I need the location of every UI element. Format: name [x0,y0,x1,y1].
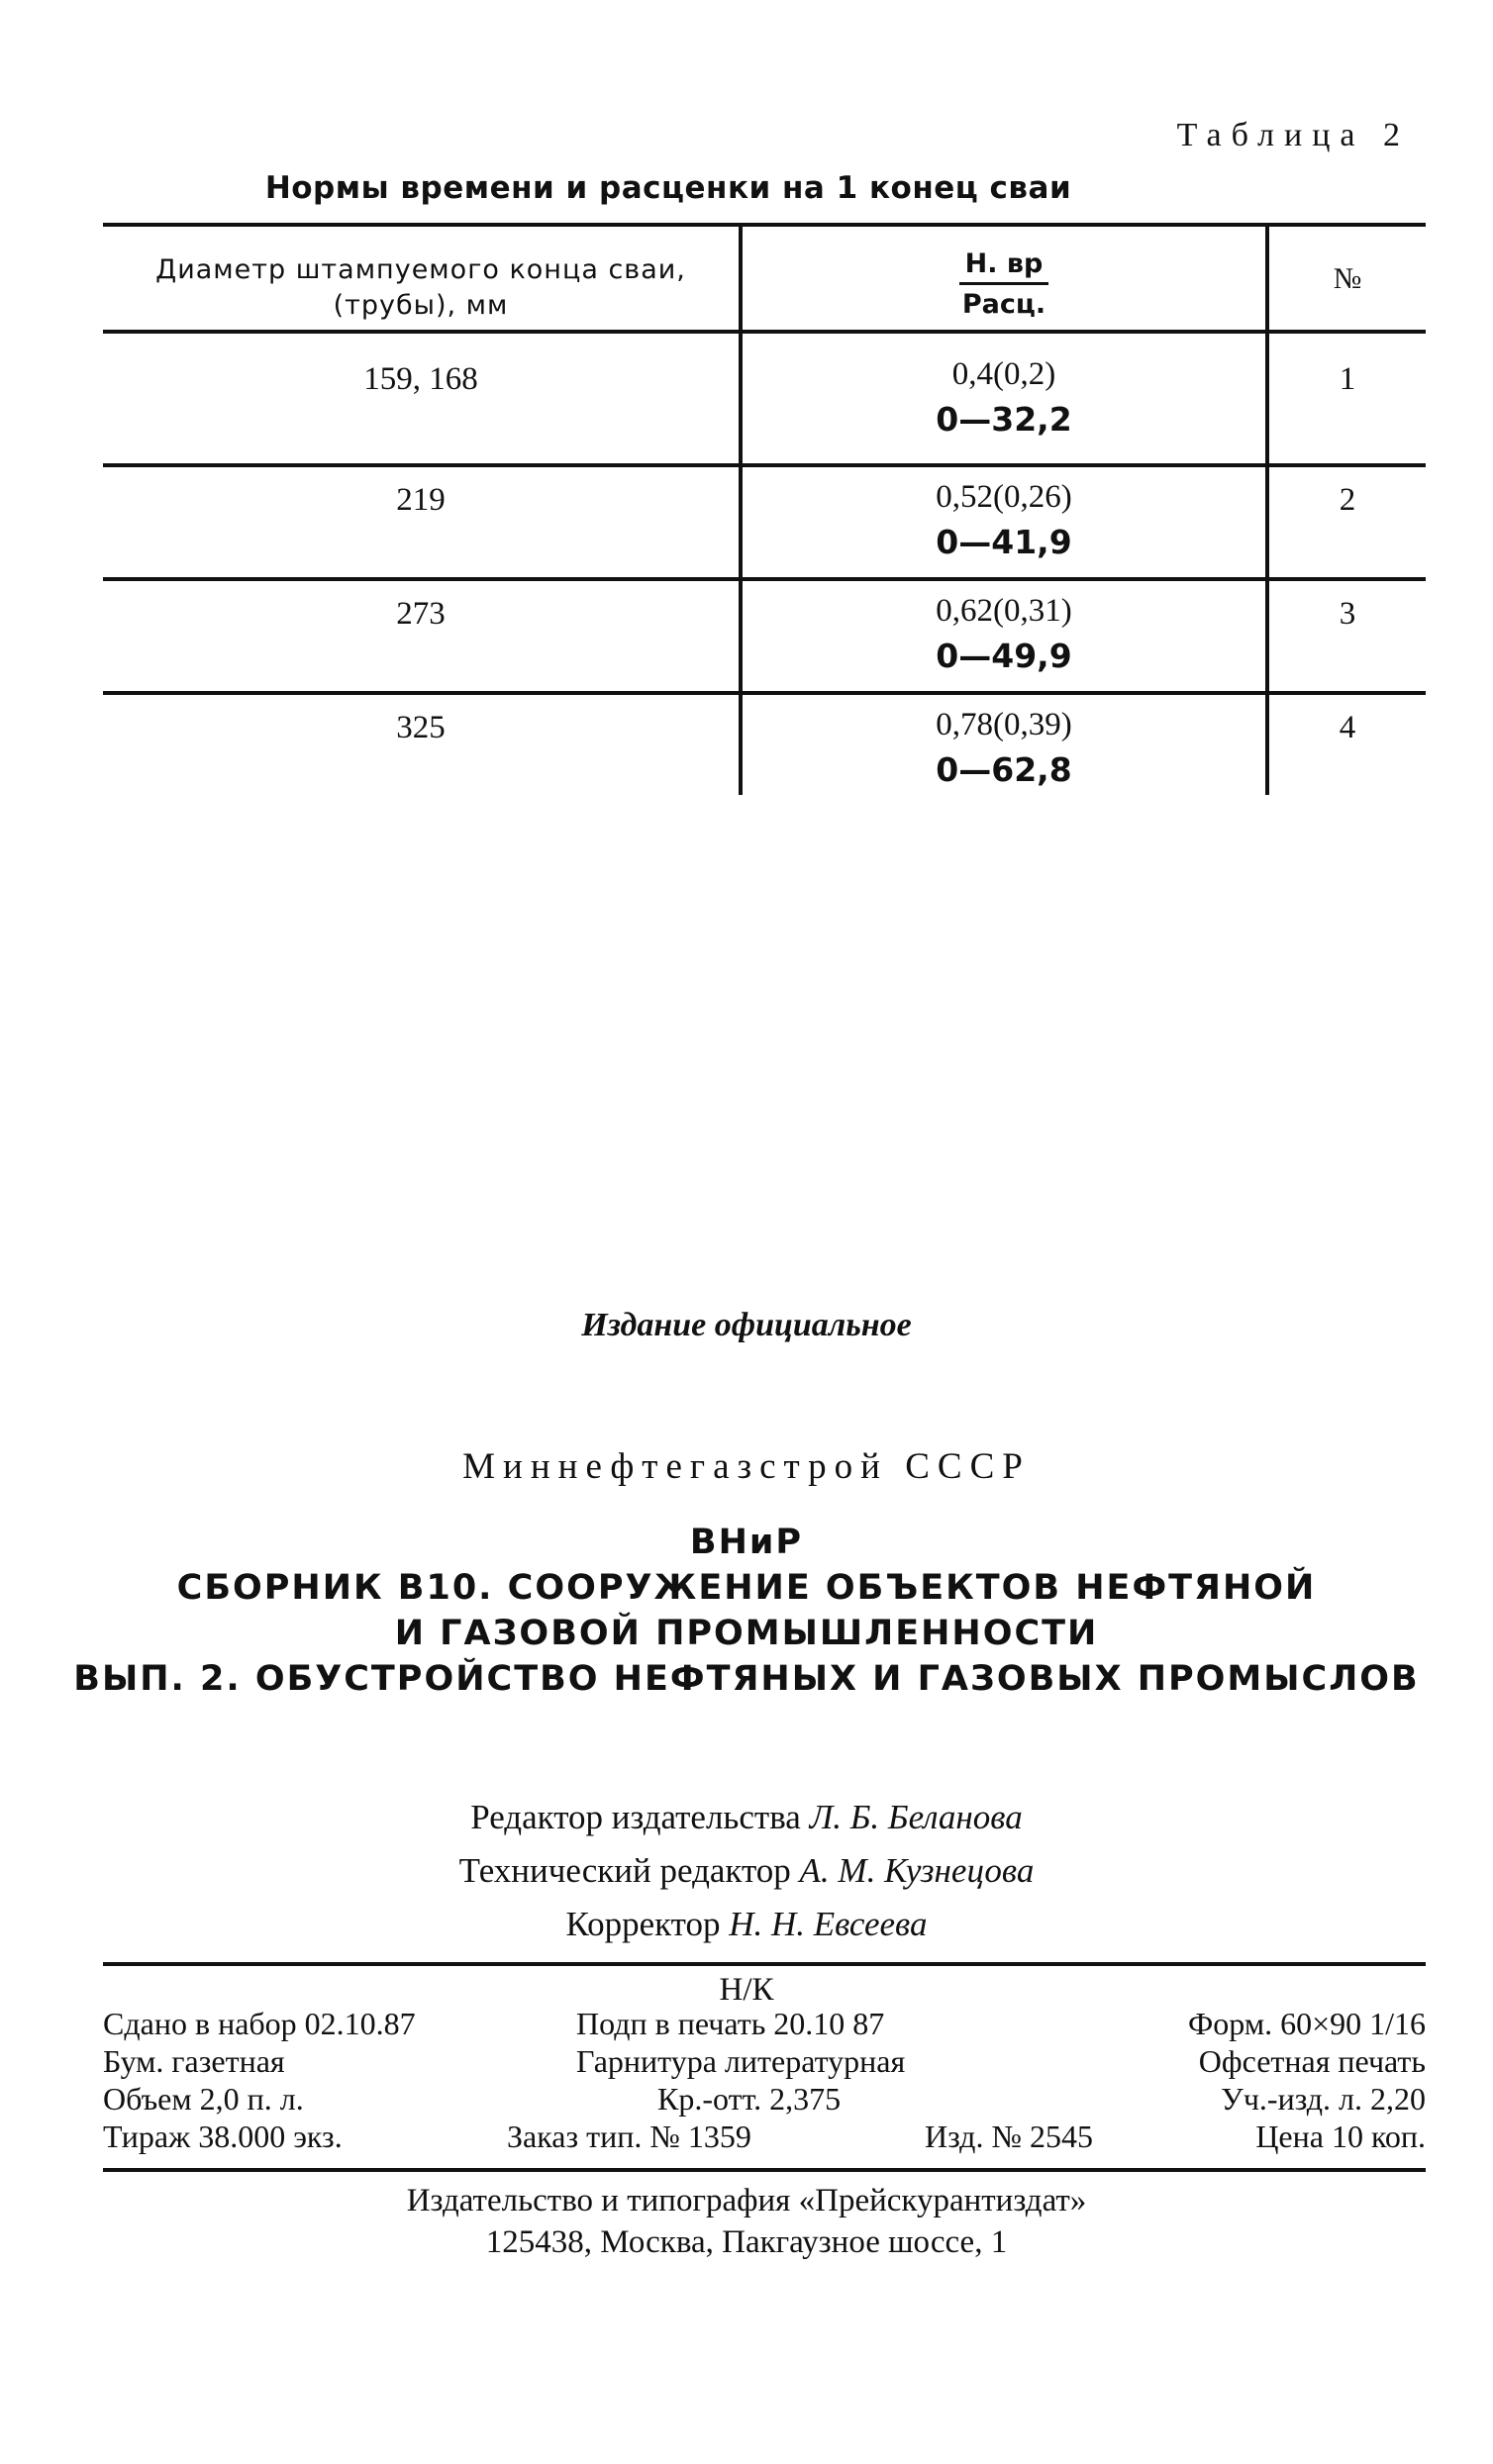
credit-tech-editor [0,1851,1493,1891]
collection-title: СБОРНИК В10. СООРУЖЕНИЕ ОБЪЕКТОВ НЕФТЯНОЙ [176,1568,1317,1608]
imprint-cell: Офсетная печать [1198,2043,1426,2079]
imprint-cell: Форм. 60×90 1/16 [1188,2006,1426,2041]
issue-title: ВЫП. 2. ОБУСТРОЙСТВО НЕФТЯНЫХ И ГАЗОВЫХ ПРОМЫСЛОВ [73,1659,1420,1699]
collection-title-cont: И ГАЗОВОЙ ПРОМЫШЛЕННОСТИ [394,1614,1099,1653]
row-number: 3 [1339,596,1356,632]
credit-role: Редактор издательства [470,1798,801,1836]
imprint-cell: Кр.-отт. 2,375 [657,2081,842,2117]
credit-editor [0,1798,1493,1837]
table-top-rule [103,223,1426,227]
row-number: 4 [1339,710,1356,745]
credit-person: Л. Б. Беланова [809,1798,1023,1836]
imprint-cell: Цена 10 коп. [1255,2119,1426,2154]
imprint-code: Н/К [719,1972,774,2008]
imprint-cell: Уч.-изд. л. 2,20 [1221,2081,1426,2117]
imprint-cell: Тираж 38.000 экз. [103,2119,343,2154]
row-rate [743,702,1265,793]
imprint-cell: Изд. № 2545 [925,2119,1093,2154]
row-price: 0—49,9 [936,637,1072,675]
credit-role: Технический редактор [458,1851,791,1890]
header-price: Расц. [961,289,1046,320]
credit-person: А. М. Кузнецова [799,1851,1035,1890]
row-rate [743,588,1265,679]
credit-role: Корректор [565,1905,721,1943]
header-time-norm: Н. вр [959,246,1049,285]
imprint-cell: Заказ тип. № 1359 [507,2119,751,2154]
publisher [0,2180,1493,2263]
row-number: 1 [1339,361,1356,397]
row-price: 0—41,9 [936,523,1072,561]
imprint-cell: Гарнитура литературная [576,2043,906,2079]
row-price: 0—62,8 [936,750,1072,789]
table-label: Таблица 2 [1176,117,1410,153]
row-price: 0—32,2 [936,400,1072,439]
table-header-rule [103,330,1426,334]
table-row-rule [103,463,1426,467]
header-diameter-line1: Диаметр штампуемого конца сваи, [155,254,686,285]
collection-code: ВНиР [689,1523,804,1562]
header-diameter-line2: (трубы), мм [333,290,509,321]
publisher-address: 125438, Москва, Пакгаузное шоссе, 1 [485,2224,1008,2260]
publisher-name: Издательство и типография «Прейскурантиздат» [406,2183,1087,2218]
credit-proofreader [0,1905,1493,1944]
row-rate [743,474,1265,565]
imprint-cell: Подп в печать 20.10 87 [576,2006,885,2041]
edition-note: Издание официальное [581,1307,912,1343]
table-title: Нормы времени и расценки на 1 конец сваи [264,170,1072,206]
imprint-row [103,2043,1426,2081]
row-diameter: 273 [396,596,446,632]
header-diameter [103,252,739,324]
row-time-norm: 0,52(0,26) [936,479,1072,515]
imprint-row [103,2081,1426,2119]
imprint-row [103,2119,1426,2156]
credit-person: Н. Н. Евсеева [729,1905,928,1943]
imprint-row [103,2006,1426,2043]
row-diameter: 159, 168 [363,361,478,397]
imprint-cell: Бум. газетная [103,2043,285,2079]
imprint-cell: Сдано в набор 02.10.87 [103,2006,416,2041]
row-time-norm: 0,62(0,31) [936,593,1072,629]
row-time-norm: 0,4(0,2) [951,356,1056,392]
ministry-name: Миннефтегазстрой СССР [462,1446,1031,1487]
table-row-rule [103,577,1426,581]
row-number: 2 [1339,482,1356,518]
row-rate [743,351,1265,443]
row-diameter: 219 [396,482,446,518]
imprint-cell: Объем 2,0 п. л. [103,2081,304,2117]
imprint-top-rule [103,1962,1426,1966]
row-time-norm: 0,78(0,39) [936,707,1072,742]
row-diameter: 325 [396,710,446,745]
header-number: № [1333,262,1362,295]
imprint-bottom-rule [103,2168,1426,2172]
header-rate [743,245,1265,325]
table-row-rule [103,691,1426,695]
